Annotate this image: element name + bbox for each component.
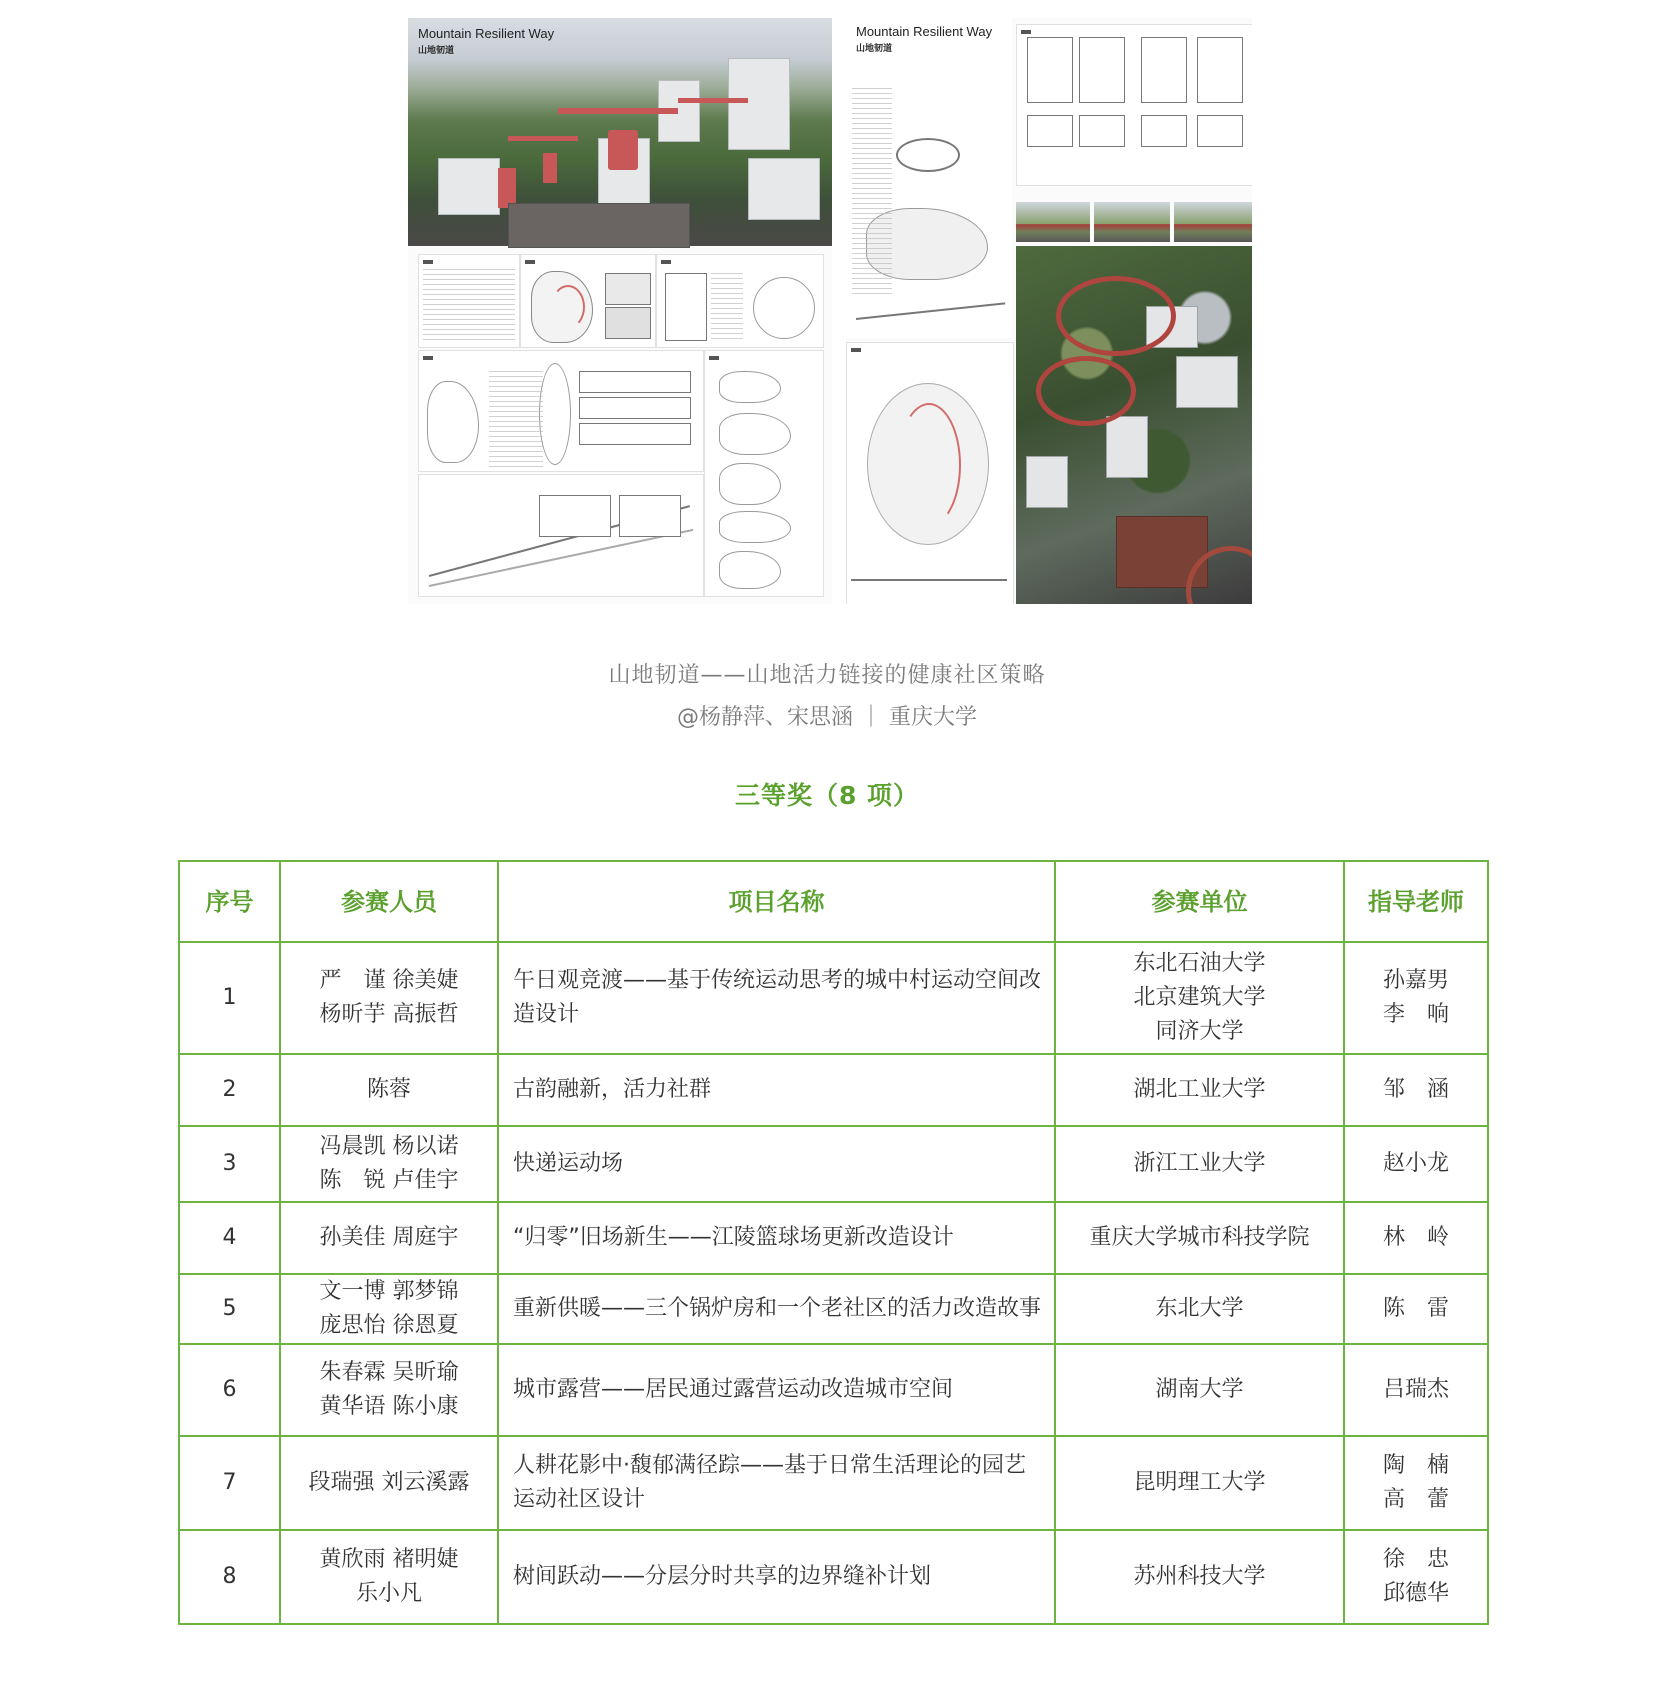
- cell-project: [498, 1530, 1055, 1624]
- cell-members-line: 冯晨凯 杨以诺: [319, 1134, 459, 1159]
- cell-teacher-line: 李 响: [1382, 1002, 1449, 1027]
- cell-unit: [1055, 1126, 1344, 1202]
- cell-unit: [1055, 1054, 1344, 1126]
- cell-members-line: 乐小凡: [355, 1581, 422, 1606]
- hero-rendering-image: [408, 18, 832, 246]
- cell-number: [179, 942, 280, 1054]
- cell-members: [280, 1274, 498, 1344]
- cell-unit-line: 苏州科技大学: [1133, 1564, 1266, 1589]
- cell-teacher-line: 邹 涵: [1382, 1077, 1449, 1102]
- cell-members-line: 黄欣雨 褚明婕: [319, 1547, 459, 1572]
- cell-members-line: 文一博 郭梦锦: [319, 1279, 459, 1304]
- cell-members: [280, 1202, 498, 1274]
- cell-number-line: 5: [222, 1296, 237, 1321]
- cell-members-line: 陈 锐 卢佳宇: [319, 1168, 459, 1193]
- table-header-row: [179, 861, 1488, 942]
- axon-analysis-panel: [846, 18, 1012, 338]
- project-caption-title: 山地韧道——山地活力链接的健康社区策略: [608, 663, 1046, 688]
- cell-unit: [1055, 1436, 1344, 1530]
- rendering-thumbnail: [1016, 202, 1090, 242]
- table-row: [179, 1344, 1488, 1436]
- logic-generation-panel: [418, 350, 704, 472]
- header-unit: 参赛单位: [1055, 861, 1344, 942]
- table-row: [179, 942, 1488, 1054]
- cell-number-line: 1: [222, 985, 237, 1010]
- cell-project: [498, 1126, 1055, 1202]
- rendering-thumbnail: [1094, 202, 1170, 242]
- cell-members-line: 孙美佳 周庭宇: [319, 1225, 459, 1250]
- cell-number: [179, 1202, 280, 1274]
- cell-unit: [1055, 1530, 1344, 1624]
- aerial-rendering-image: [1016, 246, 1252, 604]
- poster-board-left: [408, 18, 832, 604]
- cell-number: [179, 1344, 280, 1436]
- cell-teacher: [1344, 1054, 1488, 1126]
- poster-board-right: [846, 18, 1252, 604]
- cell-number-line: 2: [222, 1077, 237, 1102]
- cell-project: [498, 1054, 1055, 1126]
- cell-number: [179, 1274, 280, 1344]
- cell-members-line: 庞思怡 徐恩夏: [319, 1313, 459, 1338]
- cell-project-line: 古韵融新，活力社群: [513, 1077, 712, 1102]
- cell-project-line: 树间跃动——分层分时共享的边界缝补计划: [513, 1564, 932, 1589]
- cell-teacher-line: 吕瑞杰: [1382, 1377, 1449, 1402]
- target-crowd-panel: [656, 254, 824, 348]
- poster-title-cn: 山地韧道: [418, 46, 455, 56]
- master-plan-panel: [846, 342, 1014, 604]
- cell-project: [498, 1344, 1055, 1436]
- cell-number-line: 7: [222, 1470, 237, 1495]
- section-drawing-panel: [418, 474, 704, 597]
- cell-unit: [1055, 1274, 1344, 1344]
- cell-project-line: 人耕花影中·馥郁满径踪——基于日常生活理论的园艺运动社区设计: [513, 1453, 1026, 1512]
- header-teacher: 指导老师: [1344, 861, 1488, 942]
- cell-unit-line: 重庆大学城市科技学院: [1089, 1225, 1310, 1250]
- cell-teacher-line: 陶 楠: [1382, 1453, 1449, 1478]
- site-analysis-panel: [520, 254, 656, 348]
- cell-members: [280, 1436, 498, 1530]
- cell-unit: [1055, 942, 1344, 1054]
- table-row: [179, 1054, 1488, 1126]
- poster-title-en: Mountain Resilient Way: [418, 26, 555, 41]
- cell-teacher: [1344, 1274, 1488, 1344]
- cell-unit-line: 湖北工业大学: [1133, 1077, 1266, 1102]
- graphic-concept-panel: [704, 350, 824, 597]
- cell-unit-line: 湖南大学: [1155, 1377, 1244, 1402]
- cell-project-line: “归零”旧场新生——江陵篮球场更新改造设计: [513, 1225, 954, 1250]
- cell-project-line: 快递运动场: [513, 1151, 624, 1176]
- cell-project: [498, 1202, 1055, 1274]
- design-description-panel: [418, 254, 520, 348]
- cell-project-line: 城市露营——居民通过露营运动改造城市空间: [513, 1377, 954, 1402]
- cell-unit-line: 北京建筑大学: [1133, 985, 1266, 1010]
- table-row: [179, 1126, 1488, 1202]
- cell-members-line: 杨昕芋 高振哲: [319, 1002, 459, 1027]
- cell-unit: [1055, 1344, 1344, 1436]
- cell-unit-line: 昆明理工大学: [1133, 1470, 1266, 1495]
- cell-project: [498, 942, 1055, 1054]
- cell-number: [179, 1436, 280, 1530]
- award-heading: 三等奖（8 项）: [734, 781, 920, 810]
- cell-teacher: [1344, 1436, 1488, 1530]
- cell-unit-line: 浙江工业大学: [1133, 1151, 1266, 1176]
- cell-teacher: [1344, 1202, 1488, 1274]
- cell-members: [280, 1054, 498, 1126]
- header-members: 参赛人员: [280, 861, 498, 942]
- project-caption-author: @杨静萍、宋思涵 ｜ 重庆大学: [677, 705, 977, 730]
- cell-members: [280, 942, 498, 1054]
- table-row: [179, 1274, 1488, 1344]
- poster-title-en-right: Mountain Resilient Way: [856, 24, 993, 39]
- cell-teacher-line: 高 蕾: [1382, 1487, 1449, 1512]
- cell-teacher: [1344, 1344, 1488, 1436]
- cell-members-line: 严 谨 徐美婕: [319, 968, 459, 993]
- cell-members-line: 黄华语 陈小康: [319, 1394, 459, 1419]
- cell-teacher-line: 陈 雷: [1382, 1296, 1449, 1321]
- cell-number: [179, 1054, 280, 1126]
- cell-members: [280, 1530, 498, 1624]
- cell-unit-line: 同济大学: [1155, 1019, 1244, 1044]
- cell-members-line: 朱春霖 吴昕瑜: [319, 1360, 459, 1385]
- cell-project-line: 午日观竞渡——基于传统运动思考的城中村运动空间改造设计: [513, 968, 1042, 1027]
- cell-number: [179, 1530, 280, 1624]
- poster-title-cn-right: 山地韧道: [856, 44, 893, 54]
- cell-teacher: [1344, 1126, 1488, 1202]
- cell-members: [280, 1126, 498, 1202]
- table-row: [179, 1202, 1488, 1274]
- cell-teacher-line: 林 岭: [1382, 1225, 1449, 1250]
- cell-teacher-line: 孙嘉男: [1382, 968, 1449, 993]
- award-table: [178, 860, 1489, 1625]
- cell-members: [280, 1344, 498, 1436]
- table-row: [179, 1436, 1488, 1530]
- cell-members-line: 段瑞强 刘云溪露: [308, 1470, 470, 1495]
- cell-teacher-line: 赵小龙: [1382, 1151, 1449, 1176]
- cell-teacher-line: 徐 忠: [1382, 1547, 1449, 1572]
- table-row: [179, 1530, 1488, 1624]
- cell-number-line: 3: [222, 1151, 237, 1176]
- cell-project: [498, 1436, 1055, 1530]
- cell-unit: [1055, 1202, 1344, 1274]
- cell-number-line: 8: [222, 1564, 237, 1589]
- header-project: 项目名称: [498, 861, 1055, 942]
- cell-members-line: 陈蓉: [366, 1077, 411, 1102]
- cell-project: [498, 1274, 1055, 1344]
- cell-number-line: 4: [222, 1225, 237, 1250]
- cell-teacher: [1344, 1530, 1488, 1624]
- cell-teacher-line: 邱德华: [1382, 1581, 1449, 1606]
- header-number: 序号: [179, 861, 280, 942]
- module-space-panel: [1016, 24, 1252, 186]
- cell-number: [179, 1126, 280, 1202]
- cell-teacher: [1344, 942, 1488, 1054]
- cell-unit-line: 东北大学: [1155, 1296, 1244, 1321]
- cell-number-line: 6: [222, 1377, 237, 1402]
- cell-unit-line: 东北石油大学: [1133, 951, 1266, 976]
- cell-project-line: 重新供暖——三个锅炉房和一个老社区的活力改造故事: [513, 1296, 1042, 1321]
- rendering-thumbnail: [1174, 202, 1252, 242]
